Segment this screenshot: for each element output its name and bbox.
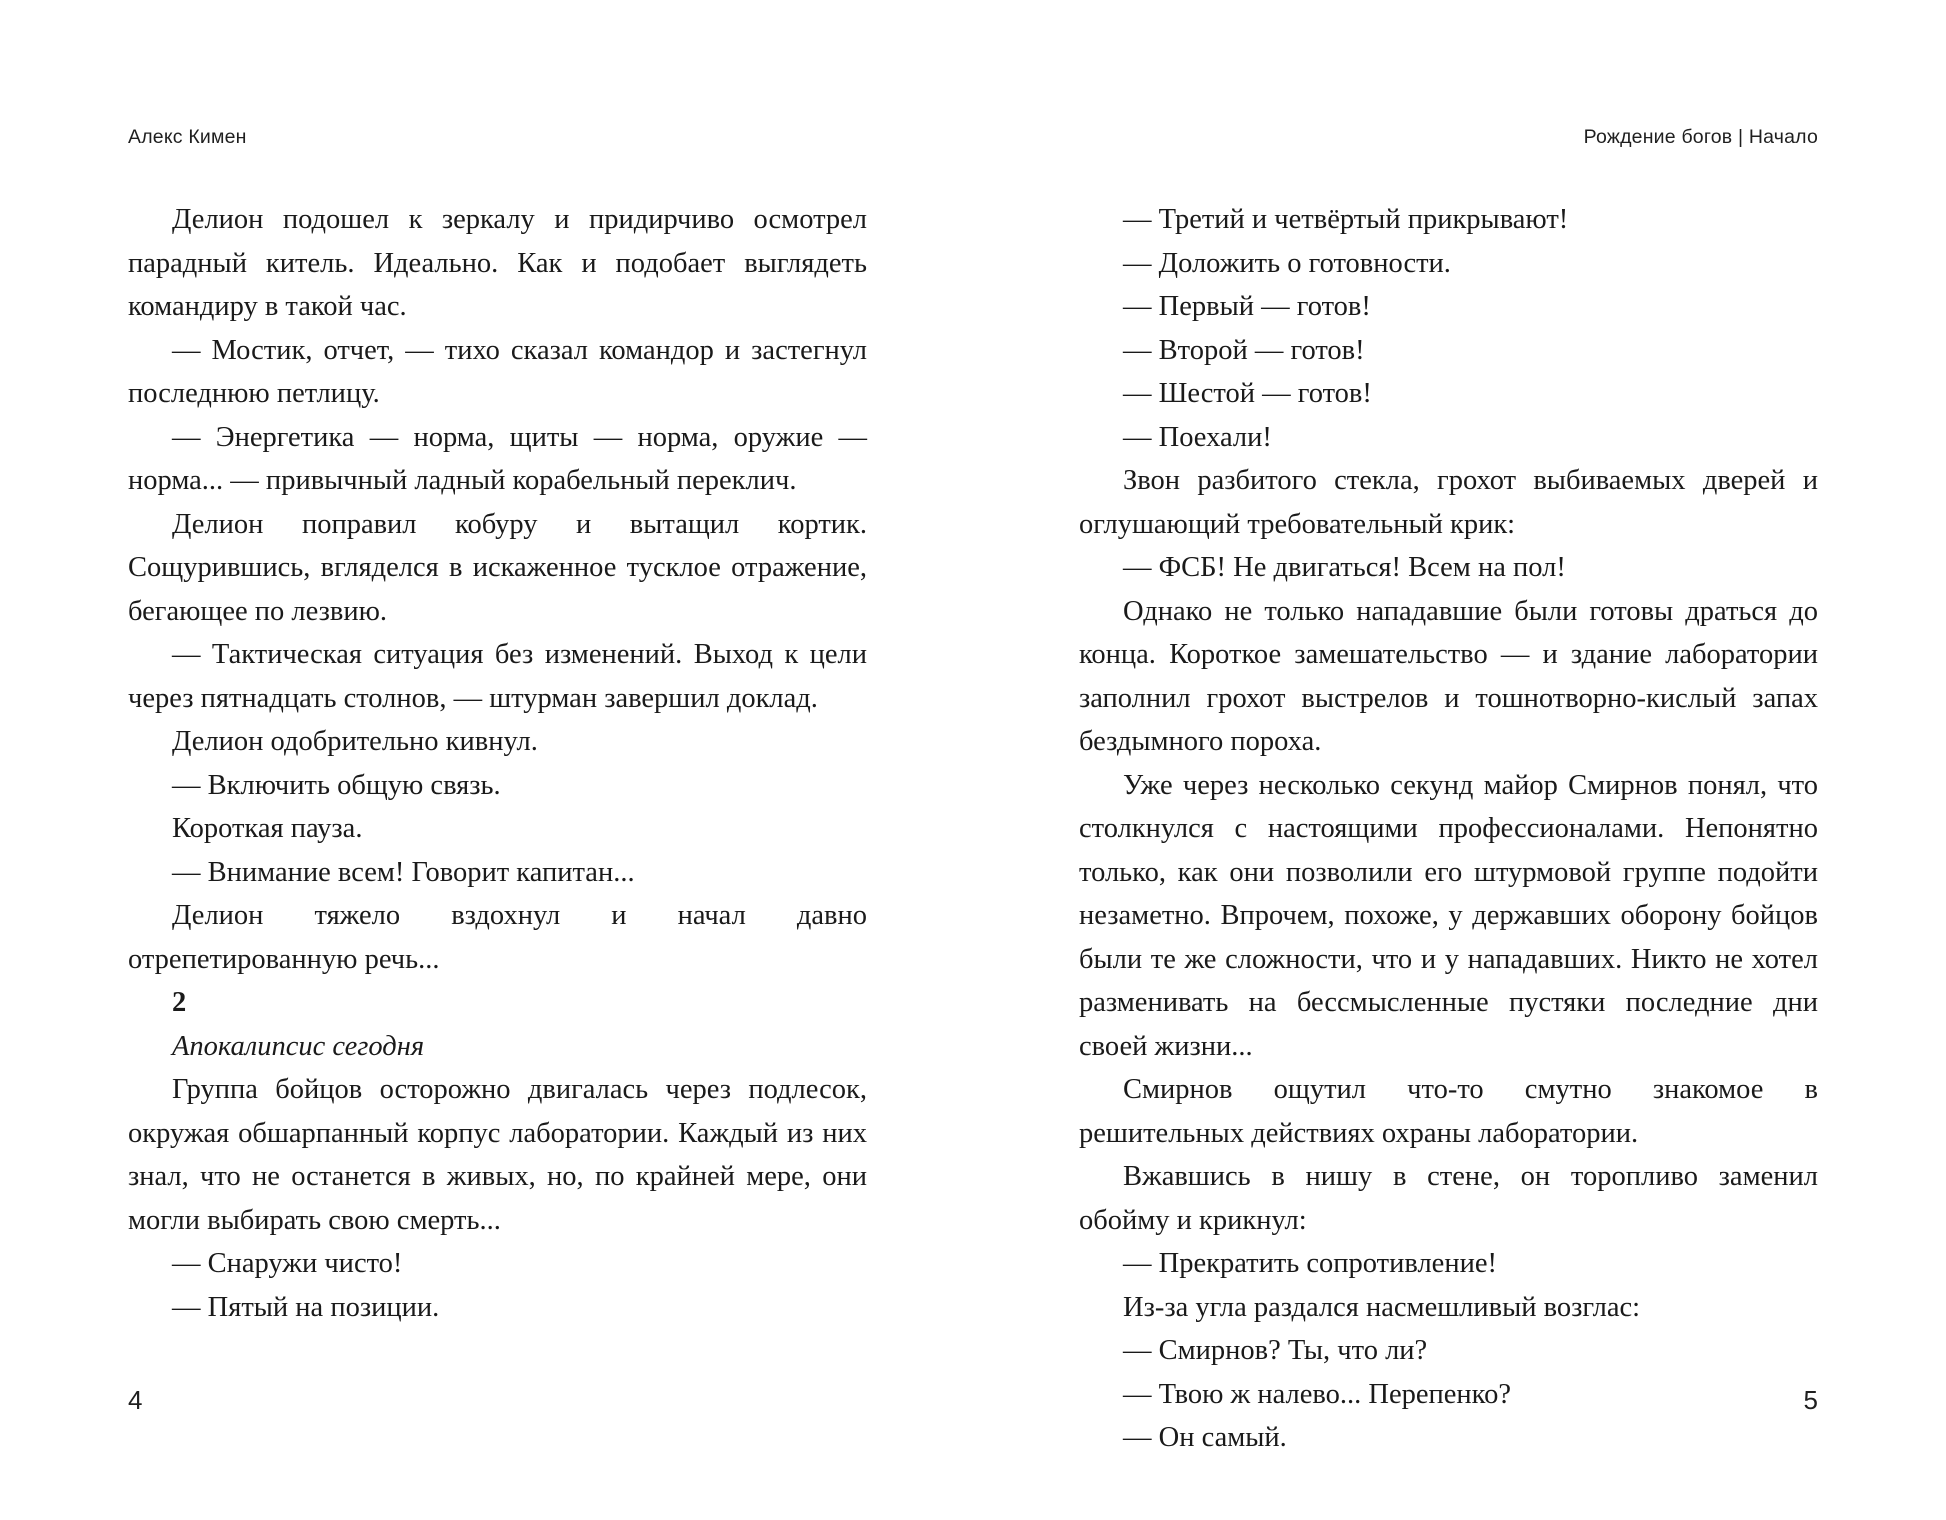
paragraph: — Снаружи чисто! [172,1248,403,1279]
page-number-left: 4 [128,1385,143,1415]
paragraph: — Доложить о готовности. [1123,247,1451,279]
paragraph: — Пятый на позиции. [172,1291,440,1323]
paragraph: — Смирнов? Ты, что ли? [1123,1335,1428,1366]
paragraph: Делион подошел к зеркалу и придирчиво осмотрел парадный китель. Идеально. Как и подобает выглядеть командиру в такой час. [128,204,867,322]
left-page-text-block [128,198,867,1329]
paragraph: Из-за угла раздался насмешливый возглас: [1123,1291,1641,1323]
paragraph: Делион одобрительно кивнул. [172,726,538,757]
paragraph: Делион тяжело вздохнул и начал давно отрепетированную речь... [128,900,867,975]
paragraph: — Прекратить сопротивление! [1123,1248,1497,1279]
right-page-text-block [1079,198,1818,1460]
paragraph: — Энергетика — норма, щиты — норма, оружие — норма... — привычный ладный корабельный переклич. [128,421,867,496]
chapter-title: Апокалипсис сегодня [172,1030,425,1062]
paragraph: Делион поправил кобуру и вытащил кортик. Сощурившись, вгляделся в искаженное тусклое отражение, бегающее по лезвию. [128,508,867,627]
paragraph: Звон разбитого стекла, грохот выбиваемых дверей и оглушающий требовательный крик: [1079,465,1818,540]
paragraph: Смирнов ощутил что-то смутно знакомое в решительных действиях охраны лаборатории. [1079,1074,1818,1149]
paragraph: — Поехали! [1123,421,1272,453]
paragraph: — Включить общую связь. [172,769,501,801]
chapter-number: 2 [172,987,187,1018]
running-head-author: Алекс Кимен [128,126,247,148]
paragraph: Короткая пауза. [172,813,363,844]
paragraph: Вжавшись в нишу в стене, он торопливо заменил обойму и крикнул: [1079,1161,1818,1236]
page-right [973,0,1946,1520]
paragraph: Уже через несколько секунд майор Смирнов понял, что столкнулся с настоящими профессионалами. Непонятно только, как они позволили его штурмовой группе подойти незаметно. Впрочем, похоже, у державших оборону бойцов были те же сложности, что и у нападавших. Никто не хотел разменивать на бессмысленные пустяки последние дни своей жизни... [1079,769,1818,1062]
paragraph: — Тактическая ситуация без изменений. Выход к цели через пятнадцать столнов, — штурман завершил доклад. [128,639,867,714]
paragraph: Однако не только нападавшие были готовы драться до конца. Короткое замешательство — и здание лаборатории заполнил грохот выстрелов и тошнотворно-кислый запах бездымного пороха. [1079,595,1818,757]
paragraph: — Второй — готов! [1123,334,1365,366]
paragraph: — Твою ж налево... Перепенко? [1123,1378,1511,1410]
paragraph: — Внимание всем! Говорит капитан... [172,856,635,888]
paragraph: — Первый — готов! [1123,291,1371,322]
paragraph: Группа бойцов осторожно двигалась через подлесок, окружая обшарпанный корпус лаборатории. Каждый из них знал, что не останется в живых, но, по крайней мере, они могли выбирать свою смерть... [128,1074,867,1236]
paragraph: — Шестой — готов! [1123,378,1372,409]
paragraph: — Он самый. [1123,1422,1287,1453]
paragraph: — Третий и четвёртый прикрывают! [1123,204,1569,235]
paragraph: — Мостик, отчет, — тихо сказал командор и застегнул последнюю петлицу. [128,334,867,409]
running-head-title: Рождение богов | Начало [1583,126,1818,148]
paragraph: — ФСБ! Не двигаться! Всем на пол! [1123,552,1566,583]
page-number-right: 5 [1803,1385,1818,1415]
